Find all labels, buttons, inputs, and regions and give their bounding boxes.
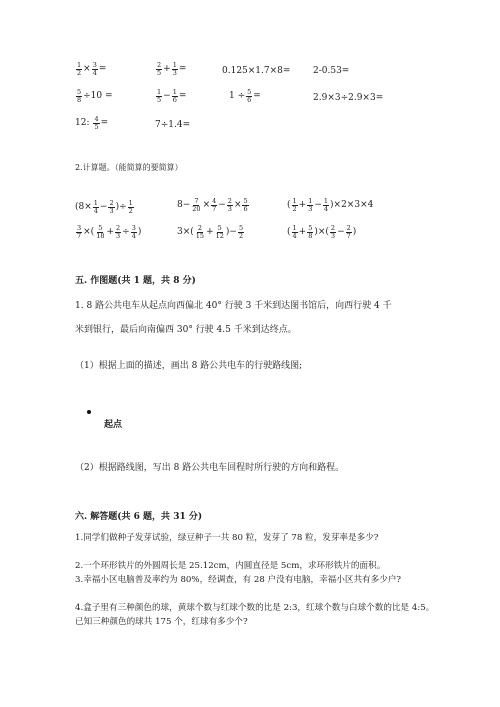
problem-4: 4.盒子里有三种颜色的球，黄球个数与红球个数的比是 2:3，红球个数与白球个数的比是 4:5。已知三种颜色的球共 175 个，红球有多少个? bbox=[75, 603, 435, 627]
section5-q1-line2: 米到银行，最后向南偏西 30° 行驶 4.5 千米到达终点。 bbox=[75, 325, 297, 335]
calc-2-1: $\frac{5}{8}$ ÷10 = bbox=[77, 88, 113, 104]
expr-2: 8− $\frac{7}{20}$ × $\frac{4}{7}$ − $\frac{2}{3}$ × $\frac{5}{6}$ bbox=[177, 197, 248, 213]
expr-1: (8× $\frac{1}{4}$ − $\frac{2}{3}$ )÷ $\frac{1}{2}$ bbox=[75, 199, 133, 215]
section6-title: 六. 解答题(共 6 题，共 31 分) bbox=[75, 512, 203, 522]
expr-4: $\frac{3}{7}$ ×( $\frac{5}{18}$ + $\frac{2}{3}$ ÷ $\frac{3}{4}$ ) bbox=[77, 224, 142, 240]
section5-sub2: （2）根据路线图，写出 8 路公共电车回程时所行驶的方向和路程。 bbox=[75, 463, 345, 473]
calc-1-2: $\frac{2}{5}$ + $\frac{1}{3}$ = bbox=[157, 61, 187, 77]
calc-3-1: 12: $\frac{4}{5}$ = bbox=[75, 115, 109, 131]
expr-5: 3×( $\frac{2}{15}$ + $\frac{5}{12}$ )− $\frac{5}{2}$ bbox=[177, 224, 244, 240]
problem-3: 3.幸福小区电脑普及率约为 80%，经调查，有 28 户没有电脑，幸福小区共有多少户? bbox=[75, 575, 402, 585]
calc-1-4: 2-0.53= bbox=[313, 66, 350, 76]
problem-1: 1.同学们做种子发芽试验，绿豆种子一共 80 粒，发芽了 78 粒，发芽率是多少? bbox=[75, 533, 379, 543]
calc-1-3: 0.125×1.7×8= bbox=[222, 66, 291, 76]
start-point-dot bbox=[87, 410, 91, 414]
section2-heading: 2.计算题。（能简算的要简算） bbox=[75, 163, 183, 172]
section5-title: 五. 作图题(共 1 题，共 8 分) bbox=[75, 276, 196, 286]
expr-3: ( $\frac{1}{2}$ + $\frac{1}{3}$ − $\frac{1}{4}$ )×2×3×4 bbox=[287, 197, 374, 213]
section5-sub1: （1）根据上面的描述，画出 8 路公共电车的行驶路线图; bbox=[75, 361, 303, 371]
calc-3-2: 7÷1.4= bbox=[155, 120, 191, 130]
calc-1-1: $\frac{1}{2}$ × $\frac{3}{4}$ = bbox=[77, 61, 107, 77]
problem-2: 2.一个环形铁片的外圆周长是 25.12cm，内圆直径是 5cm，求环形铁片的面积。 bbox=[75, 561, 386, 571]
calc-2-3: 1 ÷ $\frac{5}{6}$ = bbox=[229, 88, 261, 104]
start-point-label: 起点 bbox=[104, 420, 123, 430]
expr-6: ( $\frac{1}{4}$ + $\frac{5}{8}$ )×( $\frac{2}{3}$ − $\frac{2}{7}$ ) bbox=[287, 224, 357, 240]
calc-2-4: 2.9×3÷2.9×3= bbox=[313, 93, 384, 103]
section5-q1-line1: 1. 8 路公共电车从起点向西偏北 40° 行驶 3 千米到达图书馆后，向西行驶 4 千 bbox=[75, 301, 392, 311]
calc-2-2: $\frac{1}{5}$ − $\frac{1}{6}$ = bbox=[157, 88, 187, 104]
